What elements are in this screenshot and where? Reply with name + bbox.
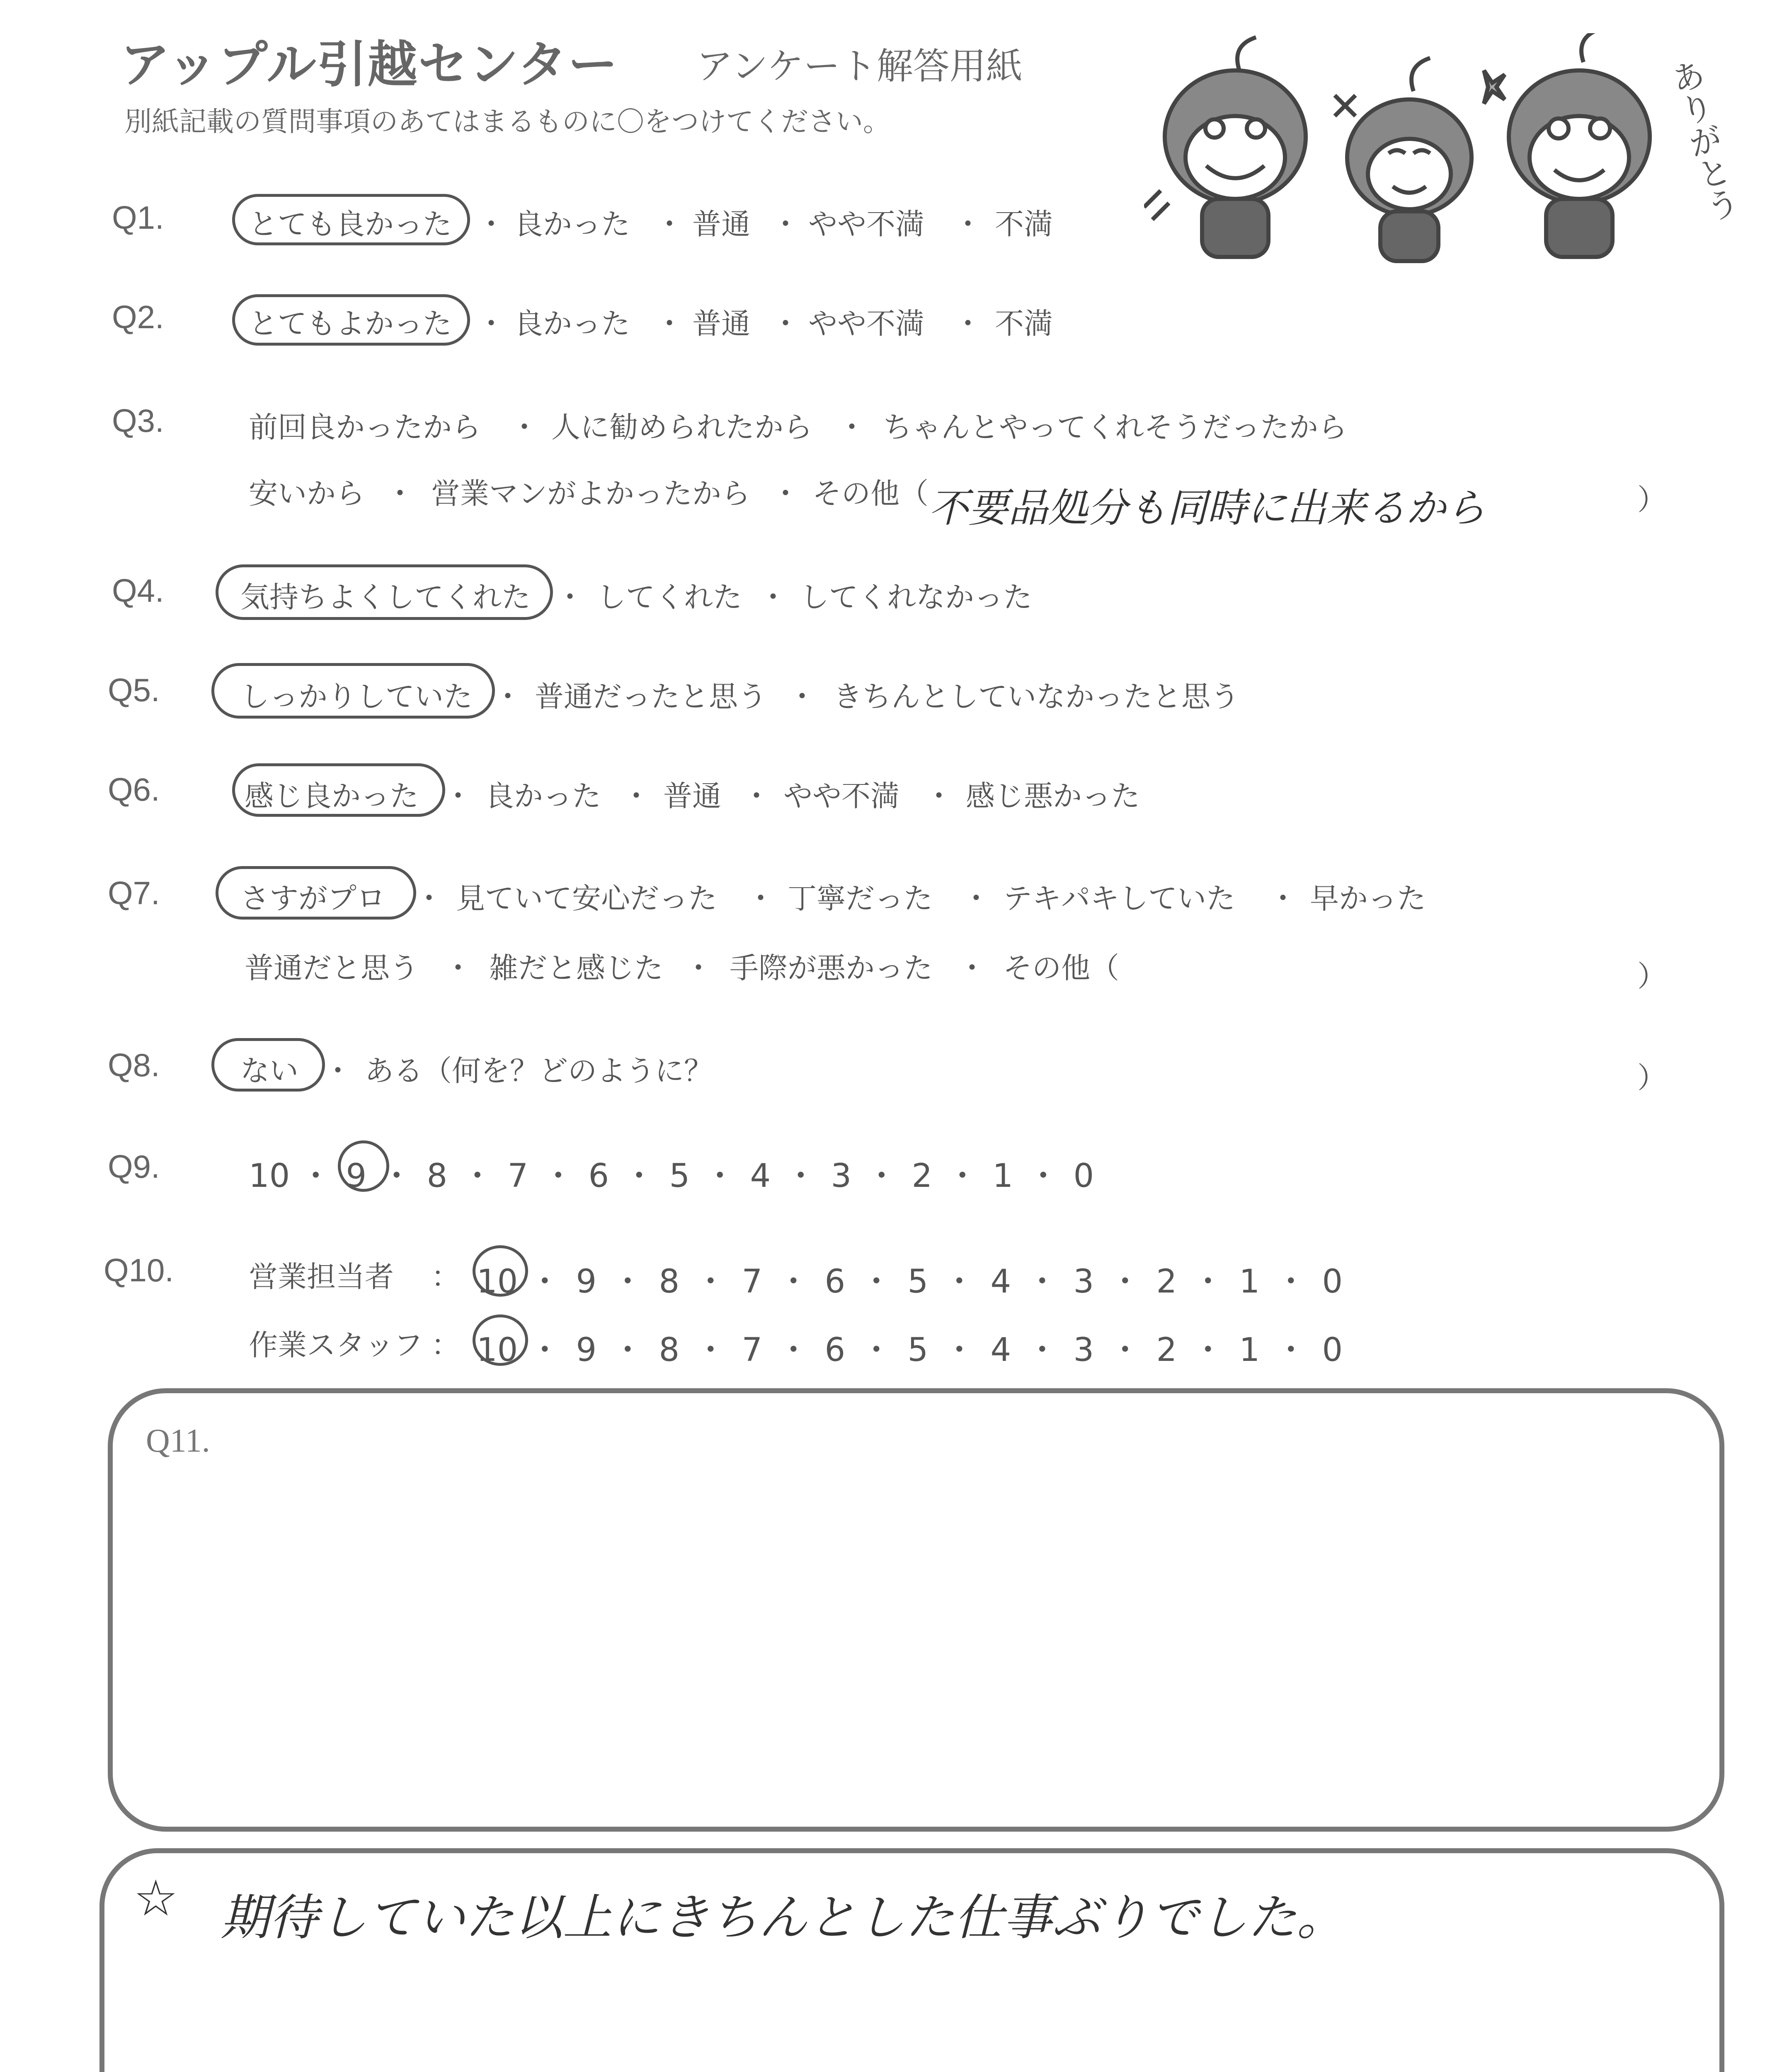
separator-dot: ・ — [771, 307, 800, 341]
rating-option-2[interactable]: 2 — [1156, 1263, 1177, 1300]
rating-option-10[interactable]: 10 — [249, 1157, 290, 1195]
q7-label: Q7. — [108, 875, 160, 911]
separator-dot: ・ — [529, 1331, 561, 1369]
q1-option-1[interactable]: とても良かった — [249, 207, 452, 241]
q6-option-5[interactable]: 感じ悪かった — [966, 779, 1140, 813]
q1-option-4[interactable]: やや不満 — [808, 207, 924, 241]
separator-dot: ・ — [444, 779, 473, 813]
separator-dot: ・ — [924, 779, 953, 813]
separator-dot: ・ — [788, 680, 817, 714]
rating-option-10[interactable]: 10 — [477, 1331, 518, 1369]
separator-dot: ・ — [784, 1157, 817, 1195]
separator-dot: ・ — [623, 1157, 655, 1195]
rating-option-8[interactable]: 8 — [659, 1331, 680, 1369]
separator-dot: ・ — [943, 1331, 976, 1369]
separator-dot: ・ — [1192, 1331, 1224, 1369]
separator-dot: ・ — [655, 207, 684, 241]
q3-option-1[interactable]: 前回良かったから — [249, 410, 481, 444]
separator-dot: ・ — [771, 207, 800, 241]
rating-option-5[interactable]: 5 — [907, 1263, 929, 1300]
rating-option-5[interactable]: 5 — [907, 1331, 929, 1369]
rating-option-3[interactable]: 3 — [1073, 1263, 1094, 1300]
separator-dot: ・ — [622, 779, 651, 813]
separator-dot: ・ — [1026, 1263, 1059, 1300]
separator-dot: ・ — [860, 1263, 893, 1300]
star-icon: ☆ — [133, 1870, 178, 1927]
separator-dot: ・ — [510, 410, 539, 444]
separator-dot: ・ — [1026, 1331, 1059, 1369]
q3-option-other[interactable]: その他（ — [812, 477, 929, 511]
separator-dot: ・ — [380, 1157, 413, 1195]
rating-option-9[interactable]: 9 — [576, 1331, 597, 1369]
separator-dot: ・ — [742, 779, 771, 813]
separator-dot: ・ — [958, 951, 987, 985]
separator-dot: ・ — [777, 1331, 810, 1369]
instructions: 別紙記載の質問事項のあてはまるものに〇をつけてください。 — [124, 106, 890, 138]
q5-option-2[interactable]: 普通だったと思う — [535, 680, 767, 714]
q8-option-1[interactable]: ない — [240, 1054, 298, 1088]
separator-dot: ・ — [684, 951, 713, 985]
q10-staff-label: 作業スタッフ — [249, 1328, 423, 1362]
separator-dot: ・ — [542, 1157, 575, 1195]
q2-option-2[interactable]: 良かった — [514, 307, 630, 341]
separator-dot: ・ — [759, 580, 788, 614]
rating-option-4[interactable]: 4 — [990, 1263, 1011, 1300]
q2-option-5[interactable]: 不満 — [995, 307, 1053, 341]
q4-option-1[interactable]: 気持ちよくしてくれた — [240, 580, 531, 614]
q10-sales-label: 営業担当者 — [249, 1260, 394, 1294]
q11-answer-box[interactable] — [108, 1388, 1724, 1832]
rating-option-3[interactable]: 3 — [831, 1157, 852, 1195]
q7-option-3[interactable]: 丁寧だった — [788, 881, 933, 915]
rating-option-1[interactable]: 1 — [1239, 1331, 1260, 1369]
q7-option-7[interactable]: 雑だと感じた — [489, 951, 663, 985]
q6-option-4[interactable]: やや不満 — [783, 779, 899, 813]
q3-close-paren: ） — [1637, 483, 1666, 517]
separator-dot: ・ — [953, 307, 982, 341]
separator-dot: ・ — [655, 307, 684, 341]
q2-option-1[interactable]: とてもよかった — [249, 307, 452, 341]
separator-dot: ・ — [953, 207, 982, 241]
separator-dot: ・ — [1027, 1157, 1060, 1195]
separator-dot: ・ — [943, 1263, 976, 1300]
q7-close-paren: ） — [1637, 959, 1666, 993]
q5-option-1[interactable]: しっかりしていた — [240, 680, 473, 714]
q2-option-3[interactable]: 普通 — [692, 307, 750, 341]
company-title: アップル引越センター — [120, 36, 618, 94]
rating-option-7[interactable]: 7 — [507, 1157, 529, 1195]
q10-staff-scale — [477, 1324, 1347, 1370]
rating-option-4[interactable]: 4 — [990, 1331, 1011, 1369]
separator-dot: ・ — [746, 881, 775, 915]
q4-label: Q4. — [112, 572, 164, 609]
q7-option-6[interactable]: 普通だと思う — [245, 951, 419, 985]
q5-label: Q5. — [108, 672, 160, 708]
rating-option-0[interactable]: 0 — [1322, 1331, 1343, 1369]
separator-dot: ・ — [694, 1263, 727, 1300]
q7-option-1[interactable]: さすがプロ — [240, 881, 385, 915]
separator-dot: ・ — [611, 1331, 644, 1369]
q2-label: Q2. — [112, 299, 164, 335]
separator-dot: ・ — [555, 580, 584, 614]
separator-dot: ・ — [477, 207, 506, 241]
q5-option-3[interactable]: きちんとしていなかったと思う — [833, 680, 1239, 714]
q3-label: Q3. — [112, 402, 164, 439]
q3-option-3[interactable]: ちゃんとやってくれそうだったから — [883, 410, 1347, 444]
separator-dot: ・ — [694, 1331, 727, 1369]
separator-dot: ・ — [865, 1157, 898, 1195]
q1-option-2[interactable]: 良かった — [514, 207, 630, 241]
q7-option-4[interactable]: テキパキしていた — [1003, 881, 1235, 915]
separator-dot: ・ — [703, 1157, 736, 1195]
rating-option-7[interactable]: 7 — [742, 1331, 763, 1369]
separator-dot: ・ — [946, 1157, 979, 1195]
q1-option-3[interactable]: 普通 — [692, 207, 750, 241]
separator-dot: ・ — [461, 1157, 494, 1195]
q3-option-4[interactable]: 安いから — [249, 477, 365, 511]
q8-label: Q8. — [108, 1047, 160, 1083]
separator-dot: ・ — [1275, 1331, 1307, 1369]
q1-option-5[interactable]: 不満 — [995, 207, 1053, 241]
thanks-text: ありがとう — [1662, 56, 1743, 226]
q9-scale — [249, 1150, 1098, 1196]
q1-label: Q1. — [112, 199, 164, 236]
q3-other-handwritten: 不要品処分も同時に出来るから — [929, 485, 1486, 531]
separator-dot: ・ — [1268, 881, 1297, 915]
separator-dot: ・ — [611, 1263, 644, 1300]
comment-text: 期待していた以上にきちんとした仕事ぶりでした。 — [221, 1889, 1346, 1946]
q11-label: Q11. — [146, 1423, 210, 1459]
separator-dot: ・ — [385, 477, 415, 511]
rating-option-2[interactable]: 2 — [1156, 1331, 1177, 1369]
rating-option-1[interactable]: 1 — [1239, 1263, 1260, 1300]
separator-dot: ・ — [771, 477, 800, 511]
q6-option-2[interactable]: 良かった — [485, 779, 601, 813]
mascot-illustration — [1144, 33, 1716, 265]
q4-option-2[interactable]: してくれた — [597, 580, 742, 614]
separator-dot: ・ — [493, 680, 522, 714]
rating-option-6[interactable]: 6 — [588, 1157, 609, 1195]
rating-option-6[interactable]: 6 — [824, 1331, 846, 1369]
separator-dot: ・ — [444, 951, 473, 985]
q7-option-8[interactable]: 手際が悪かった — [730, 951, 933, 985]
rating-option-2[interactable]: 2 — [912, 1157, 933, 1195]
q4-option-3[interactable]: してくれなかった — [800, 580, 1032, 614]
separator-dot: ・ — [1109, 1263, 1142, 1300]
separator-dot: ・ — [962, 881, 991, 915]
q7-option-other[interactable]: その他（ — [1003, 951, 1119, 985]
q10-colon: ： — [431, 1260, 460, 1294]
rating-option-8[interactable]: 8 — [427, 1157, 448, 1195]
q6-option-1[interactable]: 感じ良かった — [245, 779, 419, 813]
separator-dot: ・ — [529, 1263, 561, 1300]
rating-option-4[interactable]: 4 — [750, 1157, 771, 1195]
q7-option-2[interactable]: 見ていて安心だった — [456, 881, 717, 915]
form-subtitle: アンケート解答用紙 — [696, 45, 1023, 87]
separator-dot: ・ — [1275, 1263, 1307, 1300]
rating-option-3[interactable]: 3 — [1073, 1331, 1094, 1369]
rating-option-7[interactable]: 7 — [742, 1263, 763, 1300]
q10-colon: ： — [431, 1328, 460, 1362]
q10-sales-scale — [477, 1256, 1347, 1302]
separator-dot: ・ — [1109, 1331, 1142, 1369]
rating-option-9[interactable]: 9 — [346, 1157, 367, 1195]
rating-option-10[interactable]: 10 — [477, 1263, 518, 1300]
q8-option-2[interactable]: ある（何を？どのように？ — [365, 1054, 713, 1088]
q2-option-4[interactable]: やや不満 — [808, 307, 924, 341]
comment-box[interactable] — [99, 1848, 1724, 2072]
separator-dot: ・ — [777, 1263, 810, 1300]
separator-dot: ・ — [477, 307, 506, 341]
rating-option-0[interactable]: 0 — [1073, 1157, 1094, 1195]
separator-dot: ・ — [299, 1157, 332, 1195]
rating-option-8[interactable]: 8 — [659, 1263, 680, 1300]
q8-close-paren: ） — [1637, 1061, 1666, 1095]
separator-dot: ・ — [415, 881, 444, 915]
q6-label: Q6. — [108, 771, 160, 808]
q3-option-5[interactable]: 営業マンがよかったから — [431, 477, 750, 511]
rating-option-0[interactable]: 0 — [1322, 1263, 1343, 1300]
separator-dot: ・ — [837, 410, 866, 444]
rating-option-6[interactable]: 6 — [824, 1263, 846, 1300]
q7-option-5[interactable]: 早かった — [1310, 881, 1426, 915]
rating-option-9[interactable]: 9 — [576, 1263, 597, 1300]
q10-label: Q10. — [104, 1252, 174, 1288]
separator-dot: ・ — [1192, 1263, 1224, 1300]
q9-label: Q9. — [108, 1148, 160, 1185]
q3-option-2[interactable]: 人に勧められたから — [551, 410, 812, 444]
separator-dot: ・ — [323, 1054, 352, 1088]
rating-option-1[interactable]: 1 — [992, 1157, 1013, 1195]
separator-dot: ・ — [860, 1331, 893, 1369]
rating-option-5[interactable]: 5 — [669, 1157, 690, 1195]
q6-option-3[interactable]: 普通 — [663, 779, 721, 813]
